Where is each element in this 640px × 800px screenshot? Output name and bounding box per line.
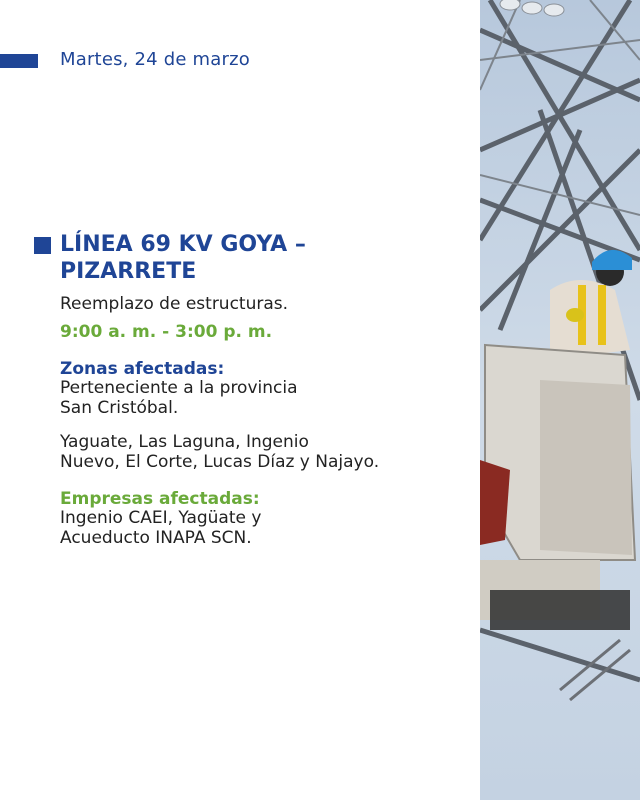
companies-list [60, 508, 470, 548]
outage-details [60, 294, 470, 562]
zones-province-line1: Perteneciente a la provincia [60, 378, 298, 398]
title-bullet-square [34, 237, 51, 254]
work-description: Reemplazo de estructuras. [60, 294, 289, 314]
date-accent-bar [0, 54, 38, 68]
companies-line1: Ingenio CAEI, Yagüate y [60, 508, 262, 528]
lineman-photo [480, 0, 640, 800]
outage-title-line2: PIZARRETE [60, 259, 197, 284]
zones-list-line2: Nuevo, El Corte, Lucas Díaz y Najayo. [60, 452, 380, 472]
zones-list [60, 432, 470, 472]
outage-title [60, 231, 460, 285]
outage-time: 9:00 a. m. - 3:00 p. m. [60, 322, 273, 342]
zones-province [60, 378, 470, 418]
zones-list-line1: Yaguate, Las Laguna, Ingenio [60, 432, 309, 452]
outage-title-line1: LÍNEA 69 KV GOYA – [60, 232, 306, 257]
companies-label: Empresas afectadas: [60, 489, 260, 509]
date-label: Martes, 24 de marzo [60, 49, 250, 70]
companies-line2: Acueducto INAPA SCN. [60, 528, 252, 548]
zones-label: Zonas afectadas: [60, 359, 225, 379]
zones-province-line2: San Cristóbal. [60, 398, 179, 418]
lineman-illustration [480, 0, 640, 800]
